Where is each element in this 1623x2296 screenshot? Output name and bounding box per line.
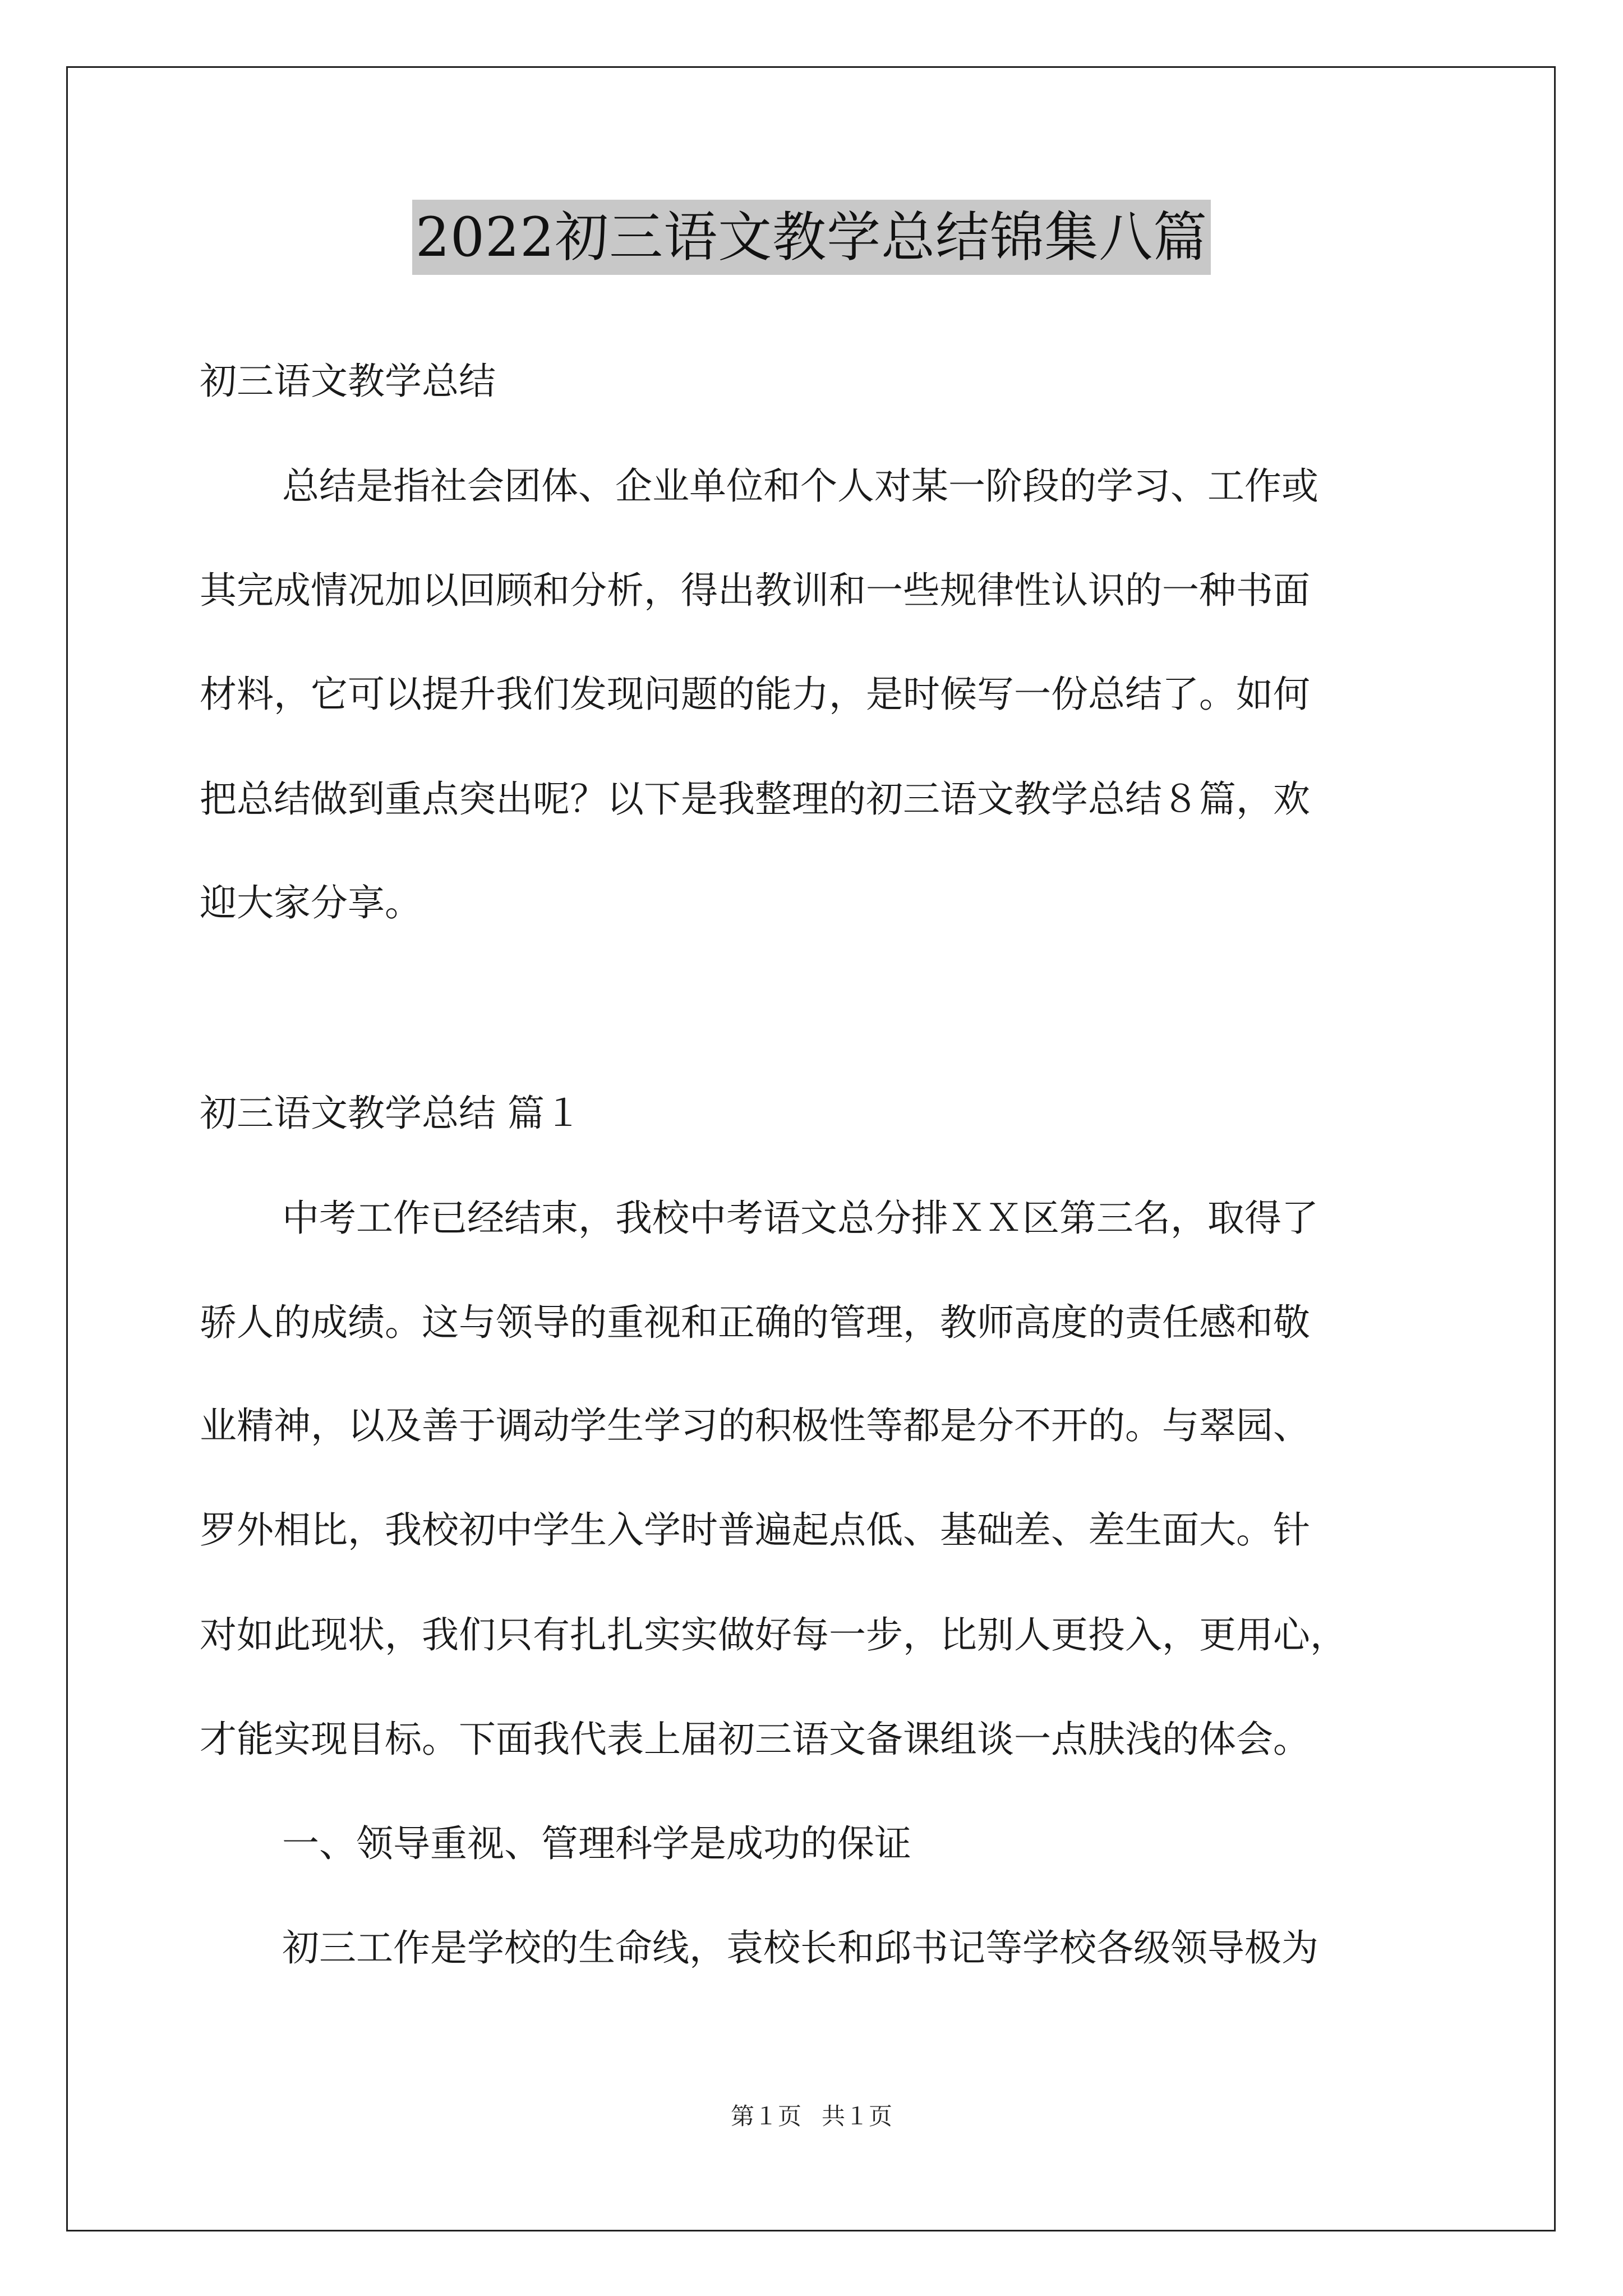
page-total: 共１页	[822, 2102, 893, 2130]
paragraph-line: 罗外相比，我校初中学生入学时普遍起点低、基础差、差生面大。针	[200, 1508, 1310, 1552]
page-number: 第１页	[730, 2102, 801, 2130]
paragraph-line: 材料，它可以提升我们发现问题的能力，是时候写一份总结了。如何	[200, 673, 1310, 716]
paragraph-line: 把总结做到重点突出呢？以下是我整理的初三语文教学总结８篇，欢	[200, 777, 1310, 821]
section-heading: 初三语文教学总结	[200, 360, 496, 403]
page-footer	[0, 2101, 1623, 2132]
subheading-line: 一、领导重视、管理科学是成功的保证	[282, 1822, 911, 1865]
paragraph-line: 骄人的成绩。这与领导的重视和正确的管理，教师高度的责任感和敬	[200, 1301, 1310, 1344]
paragraph-line: 初三工作是学校的生命线，袁校长和邱书记等学校各级领导极为	[282, 1926, 1318, 1970]
document-title: 2022初三语文教学总结锦集八篇	[412, 200, 1211, 275]
paragraph-line: 中考工作已经结束，我校中考语文总分排ＸＸ区第三名，取得了	[282, 1197, 1318, 1240]
section-heading: 初三语文教学总结 篇１	[200, 1092, 582, 1135]
paragraph-line: 对如此现状，我们只有扎扎实实做好每一步，比别人更投入，更用心，	[200, 1613, 1347, 1657]
paragraph-line: 业精神，以及善于调动学生学习的积极性等都是分不开的。与翠园、	[200, 1404, 1310, 1447]
paragraph-line: 才能实现目标。下面我代表上届初三语文备课组谈一点肤浅的体会。	[200, 1718, 1310, 1761]
paragraph-line: 其完成情况加以回顾和分析，得出教训和一些规律性认识的一种书面	[200, 569, 1310, 612]
paragraph-line: 总结是指社会团体、企业单位和个人对某一阶段的学习、工作或	[282, 464, 1318, 508]
title-container	[0, 200, 1623, 275]
paragraph-line: 迎大家分享。	[200, 881, 422, 924]
